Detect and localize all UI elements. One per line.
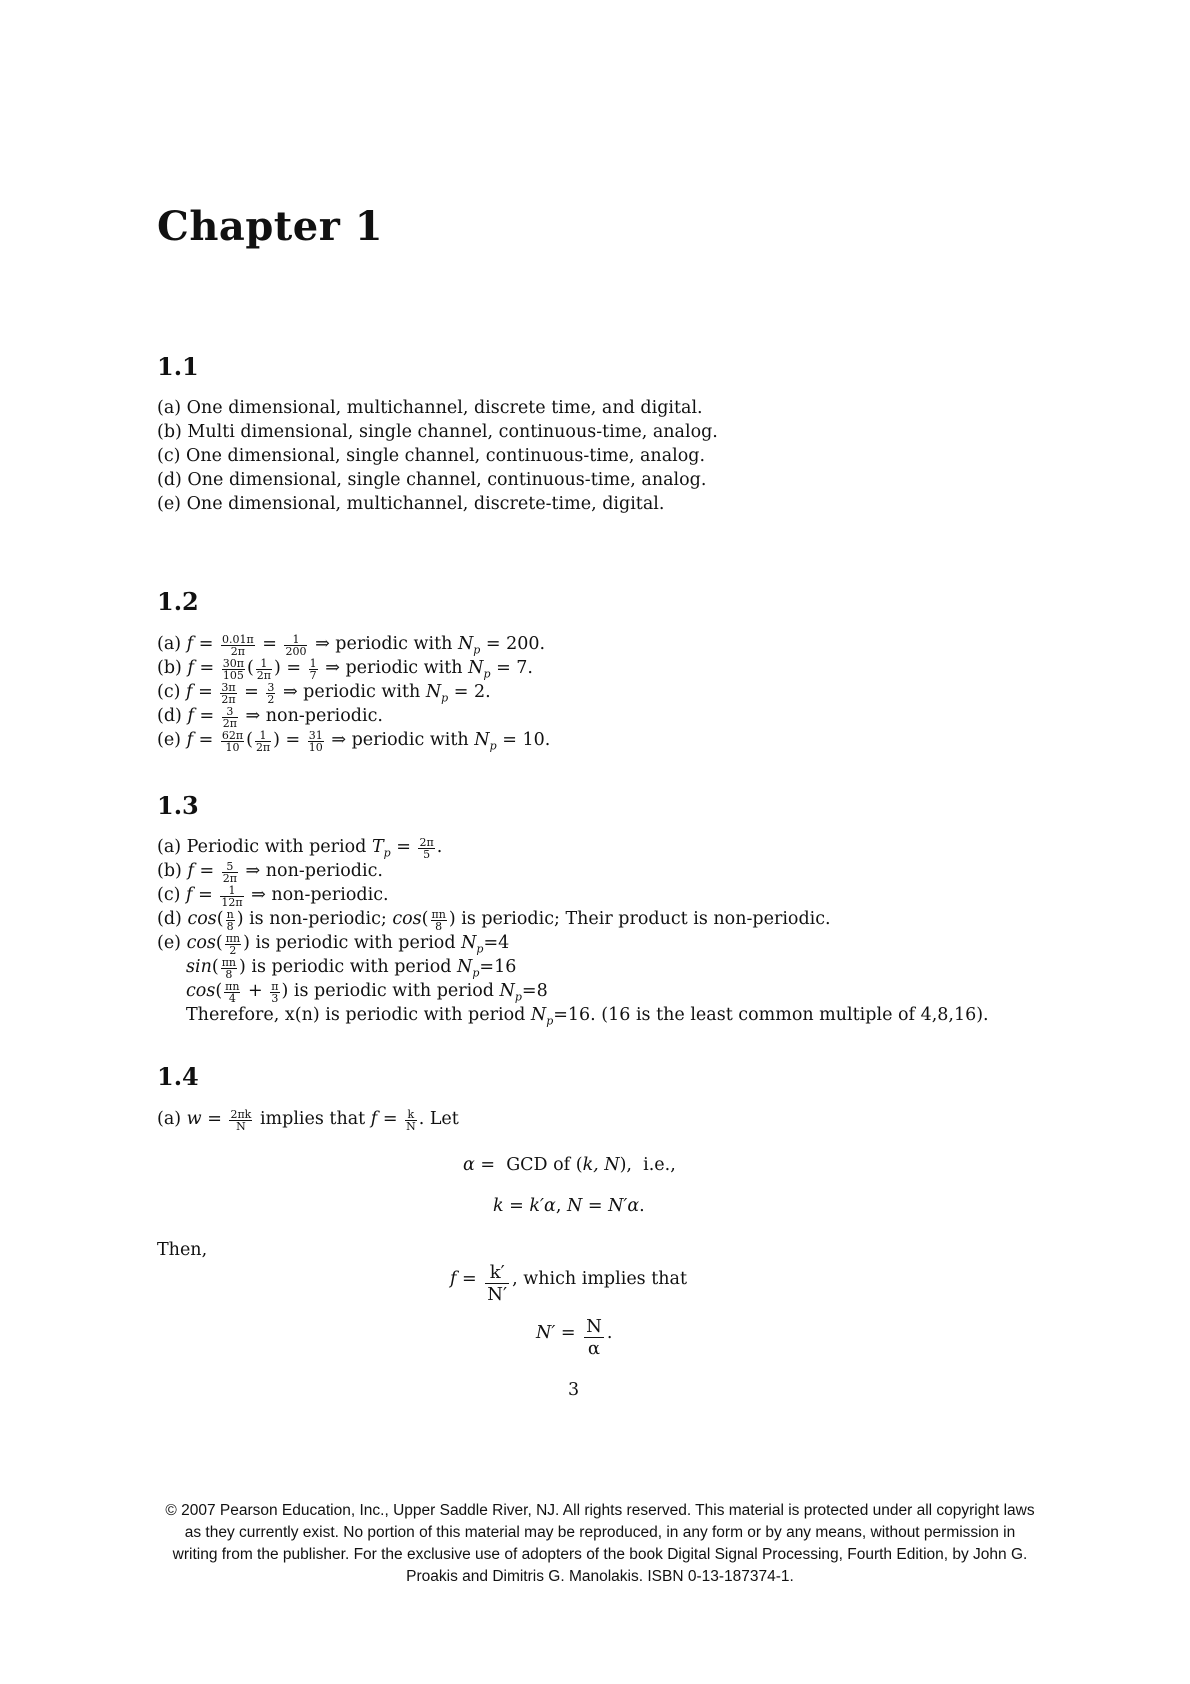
fraction: $\frac{\pi n}{4}$: [225, 980, 240, 1006]
fraction: $\frac{N}{\alpha}$: [586, 1316, 602, 1359]
fraction: $\frac{1}{2\pi}$: [255, 729, 271, 755]
footer-line: writing from the publisher. For the exclusive use of adopters of the book Digital Signal Processing, Fourth Edition, by John G.: [172, 1546, 1028, 1563]
chapter-title: Chapter 1: [157, 203, 384, 250]
then-text: Then,: [157, 1240, 208, 1260]
answer-line: (a) One dimensional, multichannel, discrete time, and digital.: [157, 398, 703, 418]
section-1-3-answers: [157, 835, 989, 1027]
answer-line: (a) Periodic with period $T_p$ = $\frac{2\pi}{5}$ .: [157, 836, 443, 862]
fraction: $\frac{\pi n}{8}$: [431, 908, 446, 934]
fraction: $\frac{k'}{N'}$: [487, 1262, 508, 1305]
answer-line: (b) Multi dimensional, single channel, continuous-time, analog.: [157, 422, 718, 442]
answer-line: (c) f = $\frac{3\pi}{2\pi}$ = $\frac{3}{2}$ ⇒ periodic with $N_p = 2$.: [157, 681, 491, 707]
fraction: $\frac{\pi n}{2}$: [225, 932, 241, 958]
answer-line: (a) f = $\frac{0.01\pi}{2\pi}$ = $\frac{1}{200}$ ⇒ periodic with $N_p = 200$.: [157, 633, 546, 659]
equation-nprime: N′ = $\frac{N}{\alpha}$ .: [536, 1316, 613, 1359]
section-1-4-answer: [157, 1107, 459, 1134]
fraction: $\frac{5}{2\pi}$: [222, 860, 237, 886]
answer-line: (c) f = $\frac{1}{12\pi}$ ⇒ non-periodic.: [157, 884, 389, 910]
section-heading-1-1: 1.1: [157, 352, 199, 381]
fraction: $\frac{62\pi}{10}$: [221, 729, 244, 755]
page-number: 3: [568, 1380, 580, 1400]
section-1-1-answers: [157, 396, 718, 516]
footer-line: Proakis and Dimitris G. Manolakis. ISBN 0-13-187374-1.: [406, 1568, 794, 1585]
answer-line: (d) f = $\frac{3}{2\pi}$ ⇒ non-periodic.: [157, 705, 383, 731]
fraction: $\frac{\pi n}{8}$: [221, 956, 237, 982]
fraction: $\frac{\pi}{3}$: [271, 980, 279, 1006]
fraction: $\frac{1}{200}$: [285, 633, 307, 659]
fraction: $\frac{1}{7}$: [309, 657, 317, 683]
equation-f: f = $\frac{k'}{N'}$ , which implies that: [450, 1262, 687, 1305]
copyright-footer: [140, 1500, 1060, 1588]
answer-line: Therefore, x(n) is periodic with period $N_p=16$. (16 is the least common multiple of 4,8,16).: [186, 1005, 989, 1028]
answer-line: (e) One dimensional, multichannel, discrete-time, digital.: [157, 494, 665, 514]
equation-decomposition: k = k′α, N = N′α.: [493, 1196, 645, 1216]
footer-line: © 2007 Pearson Education, Inc., Upper Saddle River, NJ. All rights reserved. This material is protected under all copyright laws: [165, 1502, 1035, 1519]
equation-gcd: α = GCD of (k, N), i.e.,: [463, 1155, 676, 1175]
answer-line: (b) f = $\frac{5}{2\pi}$ ⇒ non-periodic.: [157, 860, 383, 886]
answer-line: sin( $\frac{\pi n}{8}$ ) is periodic with period $N_p=16$: [186, 956, 517, 982]
answer-line: (e) cos( $\frac{\pi n}{2}$ ) is periodic with period $N_p=4$: [157, 932, 510, 958]
fraction: $\frac{3}{2}$: [267, 681, 275, 707]
fraction: $\frac{2\pi}{5}$: [419, 836, 434, 862]
answer-line: (b) f = $\frac{30\pi}{105}$ ( $\frac{1}{2\pi}$ ) = $\frac{1}{7}$ ⇒ periodic with $N_p = 7$.: [157, 657, 533, 683]
fraction: $\frac{2\pi k}{N}$: [230, 1108, 252, 1134]
answer-line: (e) f = $\frac{62\pi}{10}$ ( $\frac{1}{2\pi}$ ) = $\frac{31}{10}$ ⇒ periodic with $N_p = 10$.: [157, 729, 551, 755]
fraction: $\frac{1}{2\pi}$: [256, 657, 272, 683]
section-heading-1-4: 1.4: [157, 1062, 199, 1091]
section-heading-1-3: 1.3: [157, 791, 199, 820]
section-1-2-answers: [157, 632, 551, 755]
section-heading-1-2: 1.2: [157, 587, 199, 616]
fraction: $\frac{3}{2\pi}$: [222, 705, 237, 731]
fraction: $\frac{k}{N}$: [406, 1108, 416, 1134]
fraction: $\frac{0.01\pi}{2\pi}$: [221, 633, 254, 659]
answer-line: cos( $\frac{\pi n}{4}$ + $\frac{\pi}{3}$ ) is periodic with period $N_p=8$: [186, 980, 548, 1006]
answer-line: (d) One dimensional, single channel, continuous-time, analog.: [157, 470, 707, 490]
fraction: $\frac{31}{10}$: [308, 729, 323, 755]
fraction: $\frac{30\pi}{105}$: [222, 657, 244, 683]
footer-line: as they currently exist. No portion of this material may be reproduced, in any form or by any means, without permission in: [184, 1524, 1016, 1541]
fraction: $\frac{3\pi}{2\pi}$: [221, 681, 236, 707]
fraction: $\frac{1}{12\pi}$: [221, 884, 243, 910]
answer-line: (a) w = $\frac{2\pi k}{N}$ implies that f = $\frac{k}{N}$ . Let: [157, 1108, 459, 1134]
answer-line: (d) cos( $\frac{n}{8}$ ) is non-periodic; cos( $\frac{\pi n}{8}$ ) is periodic; Their product is non-periodic.: [157, 908, 831, 934]
fraction: $\frac{n}{8}$: [226, 908, 234, 934]
answer-line: (c) One dimensional, single channel, continuous-time, analog.: [157, 446, 706, 466]
